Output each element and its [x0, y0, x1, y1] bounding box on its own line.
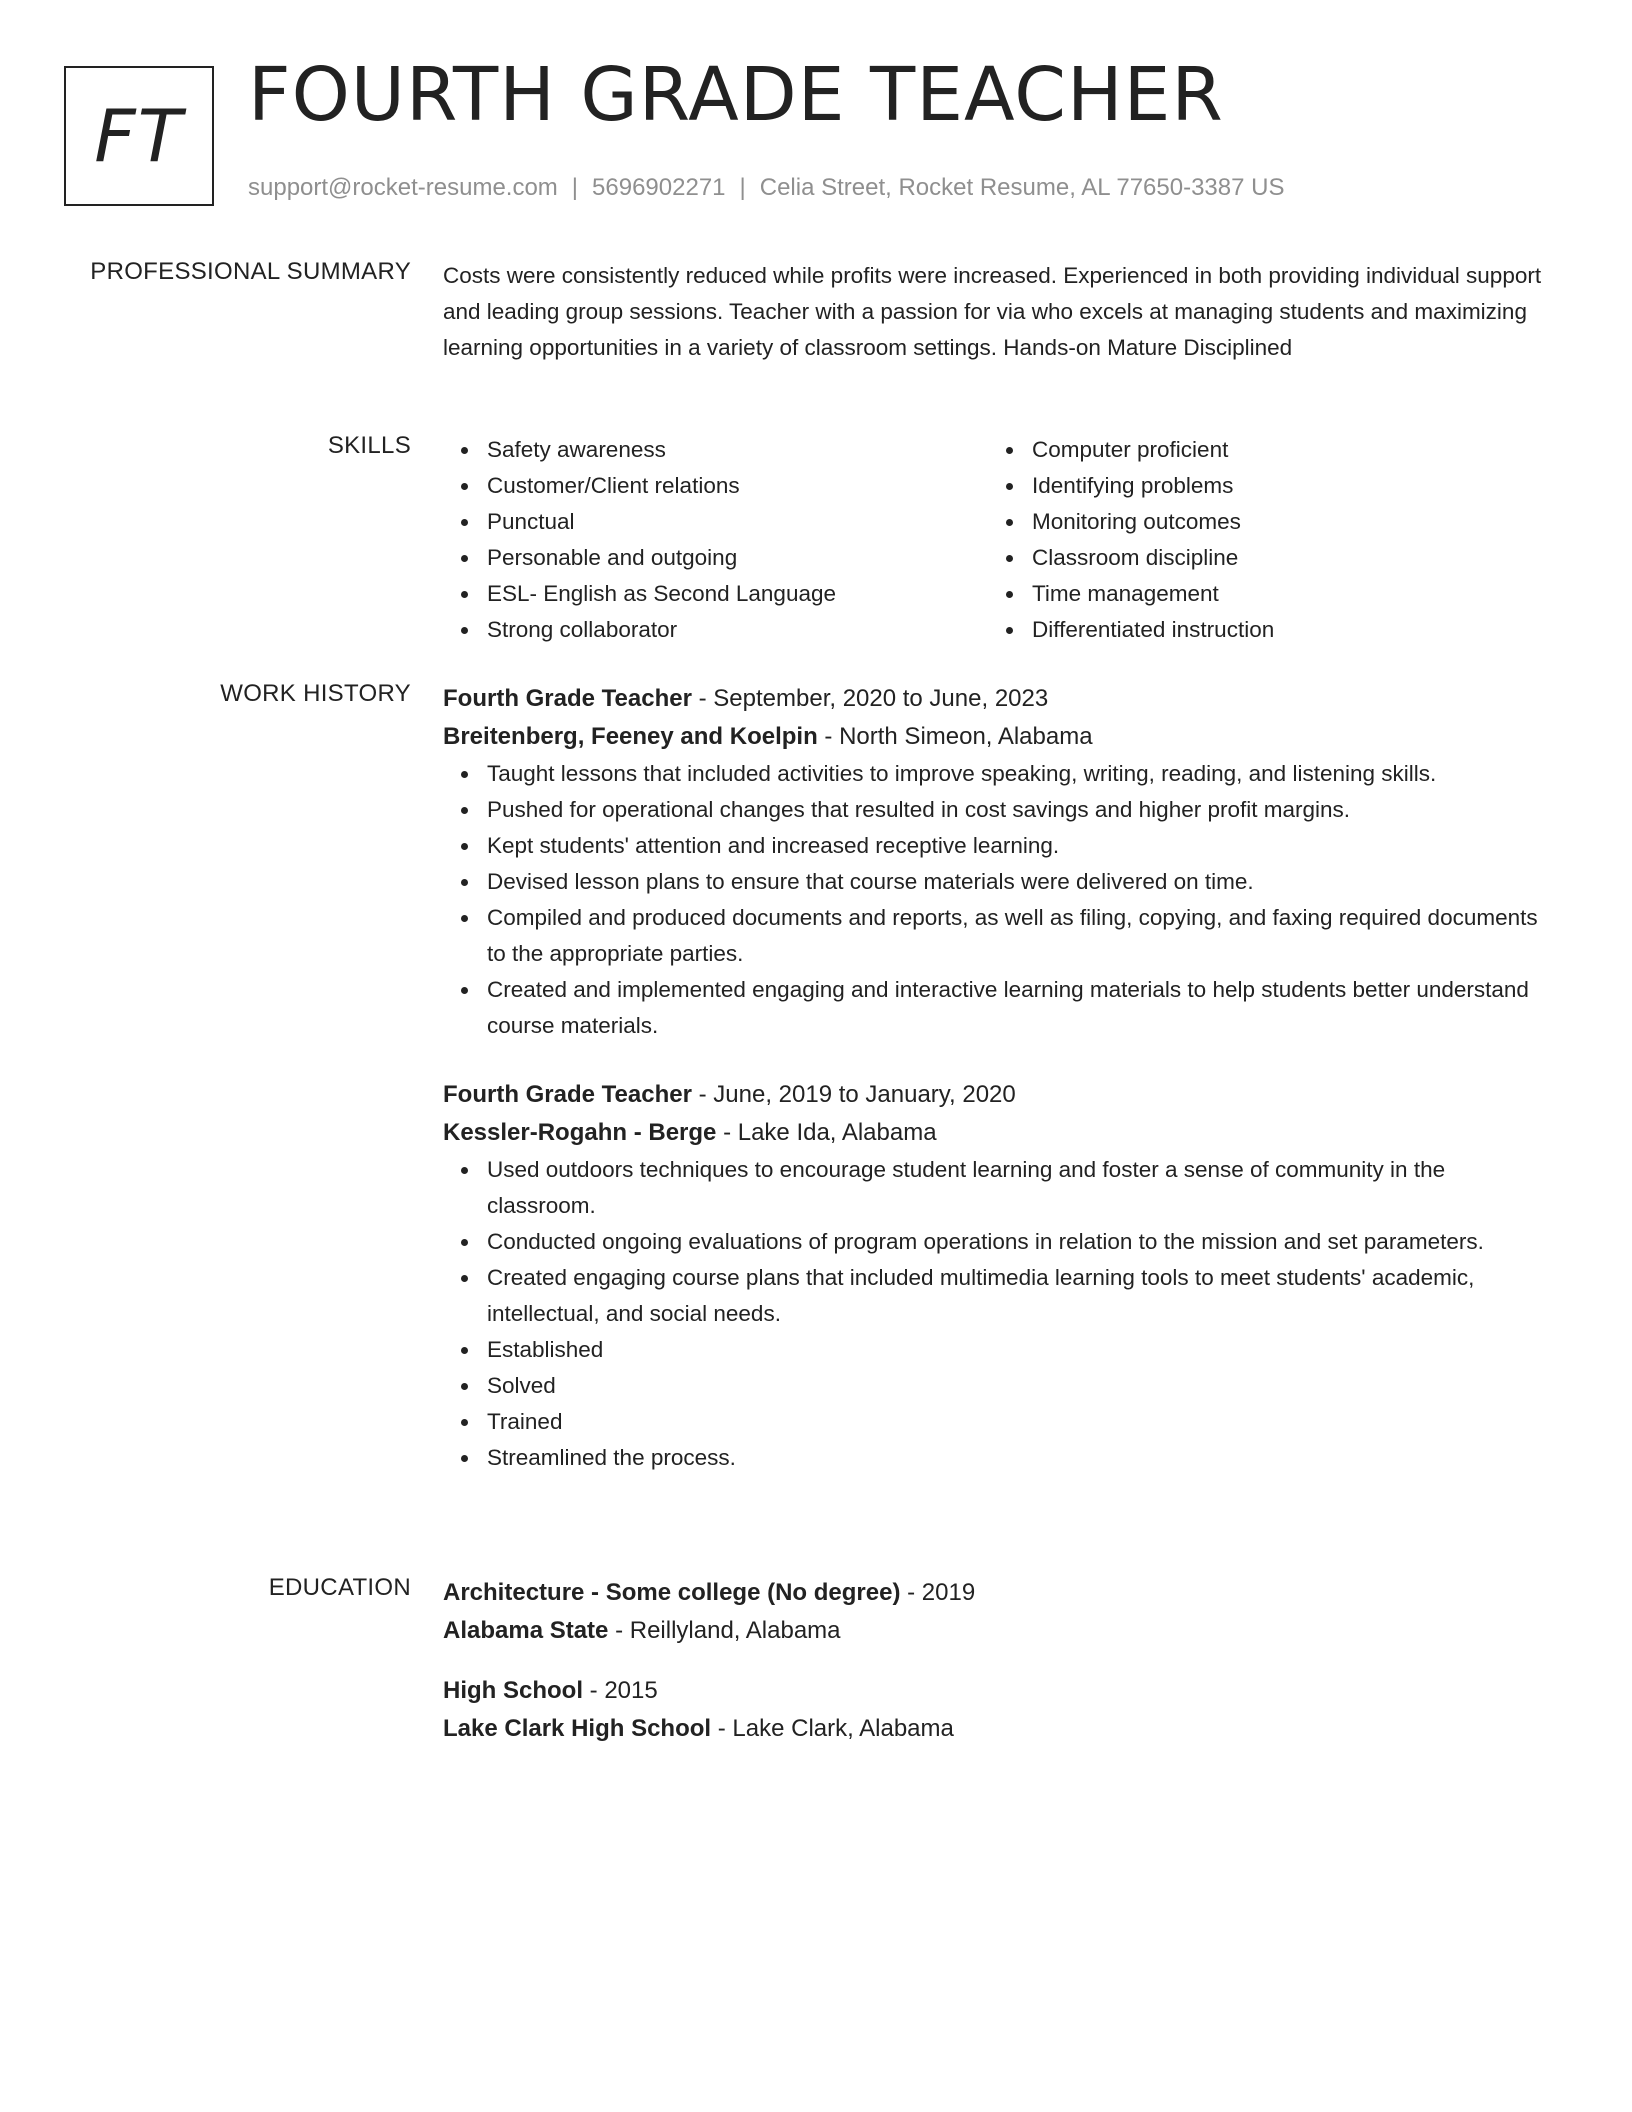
- skill-item: Computer proficient: [988, 432, 1533, 468]
- contact-phone: 5696902271: [592, 174, 726, 201]
- skill-item: ESL- English as Second Language: [443, 576, 988, 612]
- education-degree: High School: [443, 1677, 583, 1704]
- education-location: - Lake Clark, Alabama: [711, 1715, 954, 1742]
- summary-body: [443, 258, 1543, 366]
- job-duties-list: [443, 1152, 1543, 1476]
- job-title: Fourth Grade Teacher: [443, 685, 692, 712]
- skills-column-right: [988, 432, 1533, 648]
- job-company-line: [443, 1114, 1543, 1152]
- education-school-line: [443, 1710, 1543, 1748]
- skills-list-right: [988, 432, 1533, 648]
- skills-columns: [443, 432, 1543, 648]
- job-title-line: [443, 1076, 1543, 1114]
- job-duty: Conducted ongoing evaluations of program operations in relation to the mission and set parameters.: [443, 1224, 1543, 1260]
- job-entry: [443, 680, 1543, 1044]
- education-school: Alabama State: [443, 1617, 609, 1644]
- education-heading: EDUCATION: [268, 1574, 411, 1601]
- job-duty: Devised lesson plans to ensure that course materials were delivered on time.: [443, 864, 1543, 900]
- work-history-heading: WORK HISTORY: [220, 680, 411, 707]
- skills-column-left: [443, 432, 988, 648]
- monogram-box: [64, 66, 214, 206]
- job-duty: Compiled and produced documents and reports, as well as filing, copying, and faxing required documents to the appropriate parties.: [443, 900, 1543, 972]
- contact-line: [248, 174, 1284, 202]
- skill-item: Time management: [988, 576, 1533, 612]
- job-duty: Trained: [443, 1404, 1543, 1440]
- education-entry: [443, 1672, 1543, 1748]
- contact-separator: |: [571, 174, 579, 201]
- job-duty: Pushed for operational changes that resulted in cost savings and higher profit margins.: [443, 792, 1543, 828]
- skill-item: Classroom discipline: [988, 540, 1533, 576]
- skill-item: Strong collaborator: [443, 612, 988, 648]
- job-location: - Lake Ida, Alabama: [716, 1119, 937, 1146]
- contact-email: support@rocket-resume.com: [248, 174, 558, 201]
- job-duty: Taught lessons that included activities to improve speaking, writing, reading, and listening skills.: [443, 756, 1543, 792]
- education-entry: [443, 1574, 1543, 1650]
- job-duty: Established: [443, 1332, 1543, 1368]
- job-duty: Used outdoors techniques to encourage student learning and foster a sense of community in the classroom.: [443, 1152, 1543, 1224]
- job-duty: Created engaging course plans that included multimedia learning tools to meet students' academic, intellectual, and social needs.: [443, 1260, 1543, 1332]
- skill-item: Identifying problems: [988, 468, 1533, 504]
- job-duty: Created and implemented engaging and interactive learning materials to help students better understand course materials.: [443, 972, 1543, 1044]
- education-degree-line: [443, 1574, 1543, 1612]
- job-title: Fourth Grade Teacher: [443, 1081, 692, 1108]
- education-body: [443, 1574, 1543, 1770]
- job-entry: [443, 1076, 1543, 1476]
- job-duty: Kept students' attention and increased receptive learning.: [443, 828, 1543, 864]
- skill-item: Punctual: [443, 504, 988, 540]
- education-year: - 2019: [900, 1579, 976, 1606]
- education-school-line: [443, 1612, 1543, 1650]
- contact-address: Celia Street, Rocket Resume, AL 77650-3387 US: [759, 174, 1285, 201]
- resume-title: FOURTH GRADE TEACHER: [248, 52, 1224, 138]
- job-company: Breitenberg, Feeney and Koelpin: [443, 723, 818, 750]
- job-location: - North Simeon, Alabama: [817, 723, 1093, 750]
- job-title-line: [443, 680, 1543, 718]
- skill-item: Differentiated instruction: [988, 612, 1533, 648]
- education-year: - 2015: [583, 1677, 658, 1704]
- education-location: - Reillyland, Alabama: [608, 1617, 841, 1644]
- job-duty: Streamlined the process.: [443, 1440, 1543, 1476]
- job-dates: - September, 2020 to June, 2023: [691, 685, 1049, 712]
- job-company-line: [443, 718, 1543, 756]
- contact-separator: |: [739, 174, 746, 201]
- skill-item: Customer/Client relations: [443, 468, 988, 504]
- skills-heading: SKILLS: [327, 432, 411, 459]
- monogram-initials: FT: [94, 94, 184, 178]
- education-degree: Architecture - Some college (No degree): [443, 1579, 901, 1606]
- job-company: Kessler-Rogahn - Berge: [443, 1119, 717, 1146]
- skill-item: Monitoring outcomes: [988, 504, 1533, 540]
- summary-heading: PROFESSIONAL SUMMARY: [90, 258, 411, 285]
- work-history-body: [443, 680, 1543, 1476]
- skills-body: [443, 432, 1543, 648]
- education-degree-line: [443, 1672, 1543, 1710]
- skill-item: Personable and outgoing: [443, 540, 988, 576]
- job-duties-list: [443, 756, 1543, 1044]
- job-duty: Solved: [443, 1368, 1543, 1404]
- skills-list-left: [443, 432, 988, 648]
- education-school: Lake Clark High School: [443, 1715, 712, 1742]
- job-dates: - June, 2019 to January, 2020: [691, 1081, 1016, 1108]
- summary-text: Costs were consistently reduced while profits were increased. Experienced in both providing individual support and leading group sessions. Teacher with a passion for via who excels at managing students and maximizing learning opportunities in a variety of classroom settings. Hands-on Mature Disciplined: [443, 263, 1542, 360]
- skill-item: Safety awareness: [443, 432, 988, 468]
